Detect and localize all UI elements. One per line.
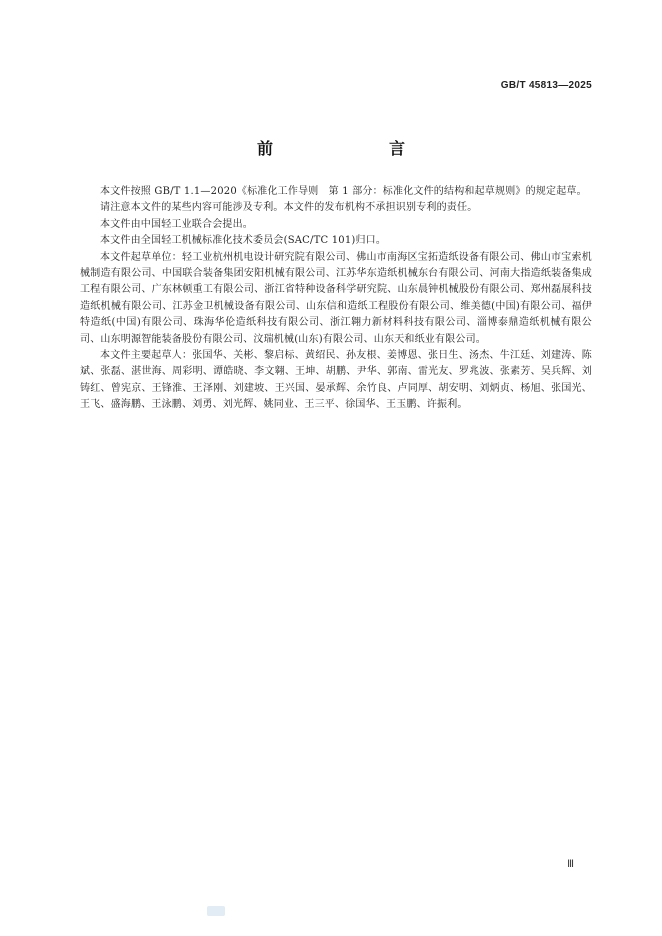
- document-body: [80, 184, 592, 414]
- paragraph-patent-notice: 请注意本文件的某些内容可能涉及专利。本文件的发布机构不承担识别专利的责任。: [100, 202, 478, 214]
- paragraph-committee: 本文件由全国轻工机械标准化技术委员会(SAC/TC 101)归口。: [100, 235, 387, 247]
- paragraph-drafters: 本文件主要起草人：张国华、关彬、黎启标、黄绍民、孙友根、姜博恩、张日生、汤杰、牛江廷、刘建涛、陈斌、张磊、湛世海、周彩明、谭皓晓、李文翱、王坤、胡鹏、尹华、郭南、雷光友、罗兆波、张素芳、吴兵辉、刘铸红、曾宪京、王锋淮、王泽刚、刘建坡、王兴国、晏承辉、余竹良、卢同厚、胡安明、刘炳贞、杨旭、张国光、王飞、盛海鹏、王泳鹏、刘勇、刘光辉、姚同业、王三平、徐国华、王玉鹏、许振利。: [80, 350, 592, 411]
- page-title: 前 言: [256, 139, 433, 158]
- page-number: Ⅲ: [567, 859, 574, 870]
- paragraph-drafting-units: 本文件起草单位：轻工业杭州机电设计研究院有限公司、佛山市南海区宝拓造纸设备有限公司、佛山市宝索机械制造有限公司、中国联合装备集团安阳机械有限公司、江苏华东造纸机械东台有限公司、河南大指造纸装备集成工程有限公司、广东林顿重工有限公司、浙江省特种设备科学研究院、山东晨钟机械股份有限公司、郑州磊展科技造纸机械有限公司、江苏金卫机械设备有限公司、山东信和造纸工程股份有限公司、维美德(中国)有限公司、福伊特造纸(中国)有限公司、珠海华伦造纸科技有限公司、浙江翱力新材料科技有限公司、淄博泰鼎造纸机械有限公司、山东明源智能装备股份有限公司、汶瑞机械(山东)有限公司、山东天和纸业有限公司。: [80, 251, 592, 345]
- paragraph-drafting-rules: 本文件按照 GB/T 1.1—2020《标准化工作导则 第 1 部分：标准化文件的结构和起草规则》的规定起草。: [100, 186, 587, 197]
- paragraph-proposer: 本文件由中国轻工业联合会提出。: [100, 218, 253, 230]
- watermark-logo-icon: [207, 906, 225, 916]
- standard-code: GB/T 45813—2025: [500, 80, 592, 91]
